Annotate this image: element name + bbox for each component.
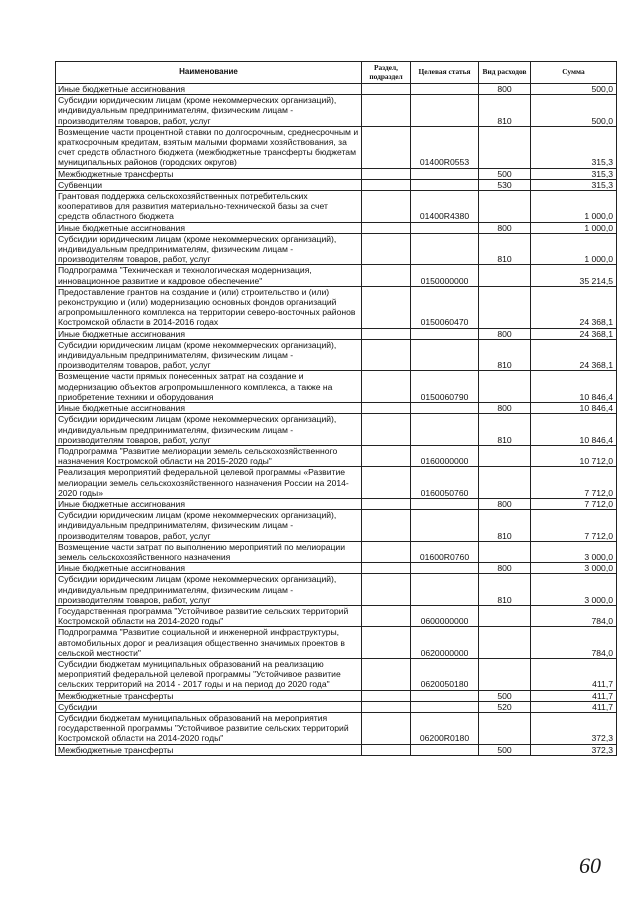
row-sum-cell: 500,0 — [531, 84, 617, 95]
row-type-cell — [479, 467, 531, 499]
row-name-cell: Субвенции — [56, 179, 362, 190]
row-target-cell — [411, 233, 479, 265]
table-row — [56, 498, 617, 509]
table-row — [56, 563, 617, 574]
table-row — [56, 414, 617, 446]
table-row — [56, 744, 617, 755]
row-section-cell — [362, 574, 411, 606]
row-section-cell — [362, 498, 411, 509]
row-target-cell — [411, 563, 479, 574]
row-name-cell: Субсидии бюджетам муниципальных образований на мероприятия государственной программы "Устойчивое развитие сельских территорий Костромской области на 2014-2020 годы" — [56, 712, 362, 744]
row-sum-cell: 784,0 — [531, 627, 617, 659]
table-row — [56, 179, 617, 190]
row-section-cell — [362, 328, 411, 339]
table-row — [56, 445, 617, 466]
row-target-cell — [411, 84, 479, 95]
row-name-cell: Межбюджетные трансферты — [56, 690, 362, 701]
row-name-cell: Государственная программа "Устойчивое развитие сельских территорий Костромской области на 2014-2020 годы" — [56, 605, 362, 626]
table-row — [56, 605, 617, 626]
row-sum-cell: 315,3 — [531, 126, 617, 168]
row-name-cell: Иные бюджетные ассигнования — [56, 498, 362, 509]
row-sum-cell: 24 368,1 — [531, 339, 617, 371]
row-type-cell: 800 — [479, 84, 531, 95]
row-name-cell: Подпрограмма "Развитие мелиорации земель сельскохозяйственного назначения Костромской области на 2015-2020 годы" — [56, 445, 362, 466]
row-type-cell — [479, 445, 531, 466]
row-section-cell — [362, 265, 411, 286]
row-name-cell: Иные бюджетные ассигнования — [56, 84, 362, 95]
row-type-cell: 810 — [479, 414, 531, 446]
row-sum-cell: 3 000,0 — [531, 541, 617, 562]
row-section-cell — [362, 712, 411, 744]
row-section-cell — [362, 371, 411, 403]
table-row — [56, 126, 617, 168]
row-sum-cell: 315,3 — [531, 179, 617, 190]
row-section-cell — [362, 126, 411, 168]
row-type-cell: 800 — [479, 563, 531, 574]
table-row — [56, 690, 617, 701]
budget-table — [55, 61, 617, 756]
row-name-cell: Возмещение части процентной ставки по долгосрочным, среднесрочным и краткосрочным кредитам, взятым малыми формами хозяйствования, за счет средств областного бюджета (межбюджетные трансферты бюджетам муниципальных районов (городских округов) — [56, 126, 362, 168]
row-name-cell: Межбюджетные трансферты — [56, 744, 362, 755]
row-type-cell — [479, 605, 531, 626]
row-target-cell: 01400R0553 — [411, 126, 479, 168]
row-target-cell — [411, 510, 479, 542]
page-number — [577, 853, 611, 879]
row-sum-cell: 10 846,4 — [531, 403, 617, 414]
row-section-cell — [362, 744, 411, 755]
row-target-cell: 0150060470 — [411, 286, 479, 328]
row-sum-cell: 35 214,5 — [531, 265, 617, 286]
row-name-cell: Субсидии юридическим лицам (кроме некоммерческих организаций), индивидуальным предпринимателям, физическим лицам - производителям товаров, работ, услуг — [56, 233, 362, 265]
row-type-cell: 810 — [479, 574, 531, 606]
table-row — [56, 265, 617, 286]
row-target-cell: 0600000000 — [411, 605, 479, 626]
row-target-cell — [411, 574, 479, 606]
row-type-cell: 800 — [479, 403, 531, 414]
row-name-cell: Субсидии бюджетам муниципальных образований на реализацию мероприятий федеральной целевой программы "Устойчивое развитие сельских территорий на 2014 - 2017 годы и на период до 2020 года" — [56, 658, 362, 690]
row-sum-cell: 411,7 — [531, 701, 617, 712]
row-sum-cell: 1 000,0 — [531, 191, 617, 223]
row-target-cell — [411, 414, 479, 446]
row-type-cell: 500 — [479, 744, 531, 755]
row-type-cell — [479, 126, 531, 168]
row-sum-cell: 7 712,0 — [531, 467, 617, 499]
row-section-cell — [362, 701, 411, 712]
row-name-cell: Иные бюджетные ассигнования — [56, 222, 362, 233]
row-type-cell: 500 — [479, 168, 531, 179]
row-name-cell: Реализация мероприятий федеральной целевой программы «Развитие мелиорации земель сельскохозяйственного назначения России на 2014-2020 годы» — [56, 467, 362, 499]
row-target-cell — [411, 403, 479, 414]
row-type-cell: 810 — [479, 339, 531, 371]
row-type-cell: 800 — [479, 222, 531, 233]
row-section-cell — [362, 286, 411, 328]
row-target-cell — [411, 690, 479, 701]
row-sum-cell: 3 000,0 — [531, 563, 617, 574]
row-type-cell: 500 — [479, 690, 531, 701]
row-section-cell — [362, 627, 411, 659]
table-row — [56, 658, 617, 690]
row-type-cell — [479, 286, 531, 328]
row-type-cell: 800 — [479, 498, 531, 509]
row-type-cell: 810 — [479, 95, 531, 127]
row-name-cell: Подпрограмма "Развитие социальной и инженерной инфраструктуры, автомобильных дорог и реализация общественно значимых проектов в сельской местности" — [56, 627, 362, 659]
header-section: Раздел, подраздел — [362, 62, 411, 84]
row-target-cell — [411, 744, 479, 755]
row-type-cell — [479, 627, 531, 659]
row-target-cell: 0620050180 — [411, 658, 479, 690]
row-target-cell: 01600R0760 — [411, 541, 479, 562]
header-sum: Сумма — [531, 62, 617, 84]
row-section-cell — [362, 414, 411, 446]
row-name-cell: Иные бюджетные ассигнования — [56, 328, 362, 339]
table-row — [56, 627, 617, 659]
row-section-cell — [362, 95, 411, 127]
row-sum-cell: 24 368,1 — [531, 328, 617, 339]
row-target-cell — [411, 168, 479, 179]
row-type-cell — [479, 265, 531, 286]
row-name-cell: Иные бюджетные ассигнования — [56, 563, 362, 574]
row-section-cell — [362, 84, 411, 95]
header-name: Наименование — [56, 62, 362, 84]
table-row — [56, 286, 617, 328]
row-type-cell: 530 — [479, 179, 531, 190]
table-row — [56, 222, 617, 233]
row-section-cell — [362, 690, 411, 701]
row-target-cell — [411, 95, 479, 127]
table-row — [56, 339, 617, 371]
row-target-cell — [411, 498, 479, 509]
table-row — [56, 233, 617, 265]
table-header-row — [56, 62, 617, 84]
row-section-cell — [362, 541, 411, 562]
row-section-cell — [362, 445, 411, 466]
row-sum-cell: 10 846,4 — [531, 414, 617, 446]
row-sum-cell: 24 368,1 — [531, 286, 617, 328]
row-sum-cell: 7 712,0 — [531, 510, 617, 542]
row-target-cell — [411, 222, 479, 233]
table-row — [56, 541, 617, 562]
row-sum-cell: 7 712,0 — [531, 498, 617, 509]
row-section-cell — [362, 168, 411, 179]
row-target-cell: 06200R0180 — [411, 712, 479, 744]
table-row — [56, 95, 617, 127]
page-number-text: 60 — [579, 853, 601, 878]
row-type-cell — [479, 541, 531, 562]
row-target-cell — [411, 328, 479, 339]
row-target-cell: 0160000000 — [411, 445, 479, 466]
table-row — [56, 403, 617, 414]
row-sum-cell: 372,3 — [531, 744, 617, 755]
row-name-cell: Субсидии юридическим лицам (кроме некоммерческих организаций), индивидуальным предпринимателям, физическим лицам - производителям товаров, работ, услуг — [56, 510, 362, 542]
row-section-cell — [362, 563, 411, 574]
row-sum-cell: 1 000,0 — [531, 222, 617, 233]
row-section-cell — [362, 403, 411, 414]
row-name-cell: Грантовая поддержка сельскохозяйственных потребительских кооперативов для развития материально-технической базы за счет средств областного бюджета — [56, 191, 362, 223]
header-type: Вид расходов — [479, 62, 531, 84]
row-target-cell: 0150000000 — [411, 265, 479, 286]
row-target-cell: 0150060790 — [411, 371, 479, 403]
row-target-cell — [411, 339, 479, 371]
table-row — [56, 510, 617, 542]
row-name-cell: Субсидии юридическим лицам (кроме некоммерческих организаций), индивидуальным предпринимателям, физическим лицам - производителям товаров, работ, услуг — [56, 95, 362, 127]
row-type-cell: 810 — [479, 510, 531, 542]
row-name-cell: Возмещение части затрат по выполнению мероприятий по мелиорации земель сельскохозяйственного назначения — [56, 541, 362, 562]
row-name-cell: Межбюджетные трансферты — [56, 168, 362, 179]
row-section-cell — [362, 510, 411, 542]
row-target-cell — [411, 701, 479, 712]
table-row — [56, 191, 617, 223]
row-sum-cell: 315,3 — [531, 168, 617, 179]
row-target-cell — [411, 179, 479, 190]
row-sum-cell: 10 712,0 — [531, 445, 617, 466]
row-sum-cell: 372,3 — [531, 712, 617, 744]
table-row — [56, 574, 617, 606]
row-sum-cell: 10 846,4 — [531, 371, 617, 403]
row-name-cell: Субсидии юридическим лицам (кроме некоммерческих организаций), индивидуальным предпринимателям, физическим лицам - производителям товаров, работ, услуг — [56, 339, 362, 371]
row-section-cell — [362, 467, 411, 499]
table-row — [56, 168, 617, 179]
row-sum-cell: 784,0 — [531, 605, 617, 626]
row-name-cell: Подпрограмма "Техническая и технологическая модернизация, инновационное развитие и кадровое обеспечение" — [56, 265, 362, 286]
row-name-cell: Субсидии юридическим лицам (кроме некоммерческих организаций), индивидуальным предпринимателям, физическим лицам - производителям товаров, работ, услуг — [56, 574, 362, 606]
table-row — [56, 371, 617, 403]
row-section-cell — [362, 339, 411, 371]
row-type-cell — [479, 371, 531, 403]
row-section-cell — [362, 191, 411, 223]
table-row — [56, 712, 617, 744]
header-target: Целевая статья — [411, 62, 479, 84]
row-name-cell: Возмещение части прямых понесенных затрат на создание и модернизацию объектов агропромышленного комплекса, а также на приобретение техники и оборудования — [56, 371, 362, 403]
row-name-cell: Иные бюджетные ассигнования — [56, 403, 362, 414]
table-row — [56, 328, 617, 339]
row-section-cell — [362, 605, 411, 626]
row-sum-cell: 411,7 — [531, 658, 617, 690]
row-name-cell: Субсидии — [56, 701, 362, 712]
table-row — [56, 84, 617, 95]
row-section-cell — [362, 233, 411, 265]
table-row — [56, 467, 617, 499]
table-body — [56, 84, 617, 756]
row-sum-cell: 3 000,0 — [531, 574, 617, 606]
row-type-cell: 810 — [479, 233, 531, 265]
row-type-cell: 520 — [479, 701, 531, 712]
row-type-cell — [479, 712, 531, 744]
row-type-cell — [479, 191, 531, 223]
row-sum-cell: 500,0 — [531, 95, 617, 127]
row-name-cell: Субсидии юридическим лицам (кроме некоммерческих организаций), индивидуальным предпринимателям, физическим лицам - производителям товаров, работ, услуг — [56, 414, 362, 446]
row-type-cell — [479, 658, 531, 690]
table-row — [56, 701, 617, 712]
row-sum-cell: 411,7 — [531, 690, 617, 701]
row-sum-cell: 1 000,0 — [531, 233, 617, 265]
row-target-cell: 0160050760 — [411, 467, 479, 499]
row-section-cell — [362, 658, 411, 690]
row-target-cell: 01400R4380 — [411, 191, 479, 223]
row-section-cell — [362, 222, 411, 233]
row-type-cell: 800 — [479, 328, 531, 339]
row-name-cell: Предоставление грантов на создание и (или) строительство и (или) реконструкцию и (или) модернизацию основных фондов организаций агропромышленного комплекса на территории северо-восточных районов Костромской области в 2014-2016 годах — [56, 286, 362, 328]
row-section-cell — [362, 179, 411, 190]
row-target-cell: 0620000000 — [411, 627, 479, 659]
